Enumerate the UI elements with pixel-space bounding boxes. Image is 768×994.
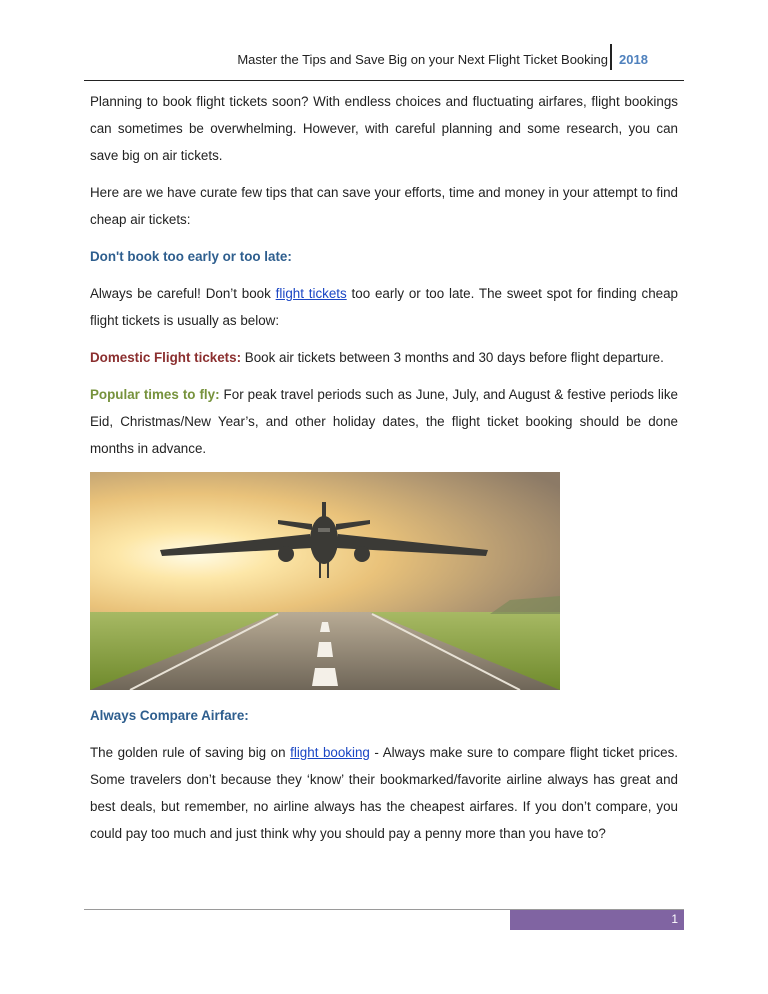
book-timing-paragraph — [90, 280, 678, 334]
compare-text-end: - Always make sure to compare flight ticket prices. Some travelers don’t because they ‘know’ their bookmarked/favorite airline always has great and best deals, but remember, no airline always has the cheapest airfares. If you don’t compare, you could pay too much and just think why you should pay a penny more than you have to? — [90, 745, 679, 841]
tips-intro-paragraph: Here are we have curate few tips that can save your efforts, time and money in your attempt to find cheap air tickets: — [90, 185, 678, 227]
section-heading-compare-airfare: Always Compare Airfare: — [90, 708, 249, 723]
intro-paragraph: Planning to book flight tickets soon? With endless choices and fluctuating airfares, flight bookings can sometimes be overwhelming. However, with careful planning and some research, you can save big on air tickets. — [90, 94, 678, 163]
page-header — [0, 44, 768, 74]
popular-times-text: For peak travel periods such as June, July, and August & festive periods like Eid, Christmas/New Year’s, and other holiday dates, the flight ticket booking should be done months in advance. — [90, 387, 679, 456]
domestic-text: Book air tickets between 3 months and 30 days before flight departure. — [241, 350, 664, 365]
popular-times-paragraph — [90, 381, 678, 462]
compare-text-start: The golden rule of saving big on — [90, 745, 291, 760]
page-number: 1 — [671, 912, 678, 926]
domestic-label: Domestic Flight tickets: — [90, 350, 242, 365]
header-divider — [610, 44, 612, 70]
footer-page-bar — [510, 910, 684, 930]
domestic-paragraph — [90, 344, 678, 371]
book-timing-text-end: too early or too late. The sweet spot for finding cheap flight tickets is usually as below: — [90, 286, 678, 328]
header-year: 2018 — [619, 52, 648, 67]
flight-booking-link[interactable]: flight booking — [290, 745, 370, 760]
airplane-takeoff-photo — [90, 472, 560, 690]
compare-airfare-paragraph — [90, 739, 678, 847]
document-body — [90, 88, 678, 857]
popular-times-label: Popular times to fly: — [90, 387, 220, 402]
book-timing-text-start: Always be careful! Don’t book — [90, 286, 276, 301]
header-rule — [84, 80, 684, 81]
header-title: Master the Tips and Save Big on your Next Flight Ticket Booking — [237, 52, 608, 67]
section-heading-book-timing: Don't book too early or too late: — [90, 249, 292, 264]
flight-tickets-link[interactable]: flight tickets — [275, 286, 347, 301]
